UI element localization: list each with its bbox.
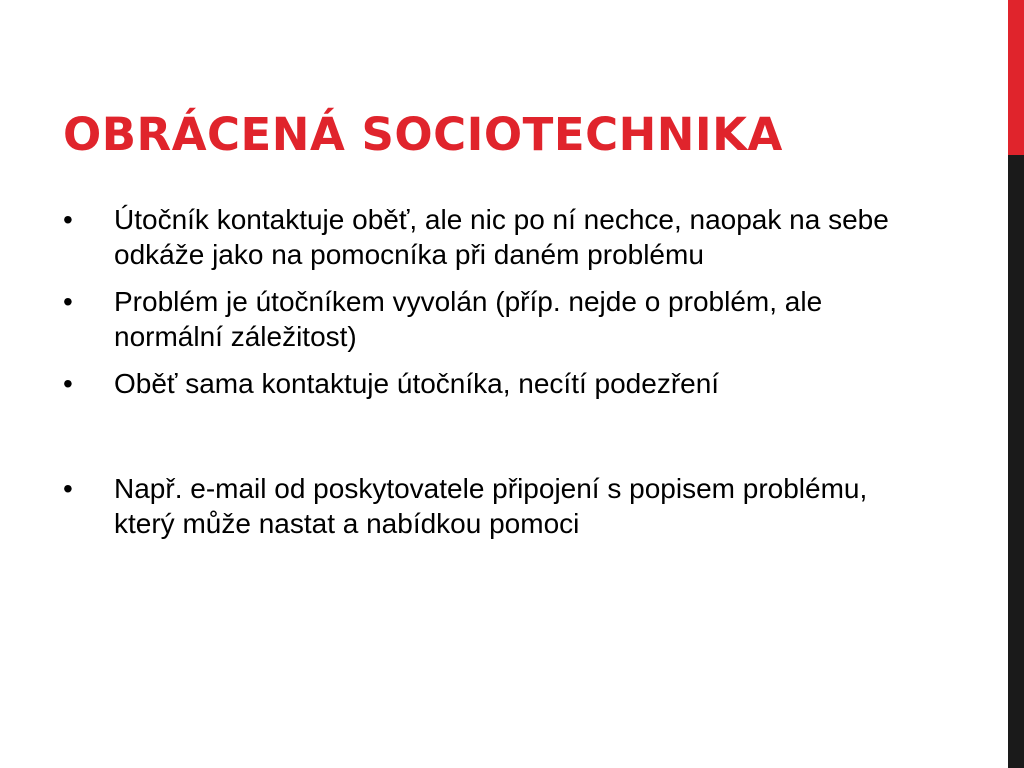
bullet-item <box>63 366 893 401</box>
bullet-item <box>63 202 893 272</box>
accent-bar-red <box>1008 0 1024 155</box>
bullet-text: Útočník kontaktuje oběť, ale nic po ní nechce, naopak na sebe odkáže jako na pomocníka při daném problému <box>114 204 889 270</box>
bullet-list <box>63 202 893 541</box>
bullet-dot-icon: • <box>63 473 73 504</box>
accent-bar-dark <box>1008 155 1024 768</box>
bullet-text: Oběť sama kontaktuje útočníka, necítí podezření <box>114 368 720 399</box>
bullet-text: Např. e-mail od poskytovatele připojení s popisem problému, který může nastat a nabídkou pomoci <box>114 473 868 539</box>
bullet-dot-icon: • <box>63 368 73 399</box>
bullet-text: Problém je útočníkem vyvolán (příp. nejde o problém, ale normální záležitost) <box>114 286 823 352</box>
bullet-dot-icon: • <box>63 286 73 317</box>
bullet-item <box>63 471 893 541</box>
bullet-dot-icon: • <box>63 204 73 235</box>
slide-title: OBRÁCENÁ SOCIOTECHNIKA <box>63 108 783 161</box>
bullet-item <box>63 284 893 354</box>
